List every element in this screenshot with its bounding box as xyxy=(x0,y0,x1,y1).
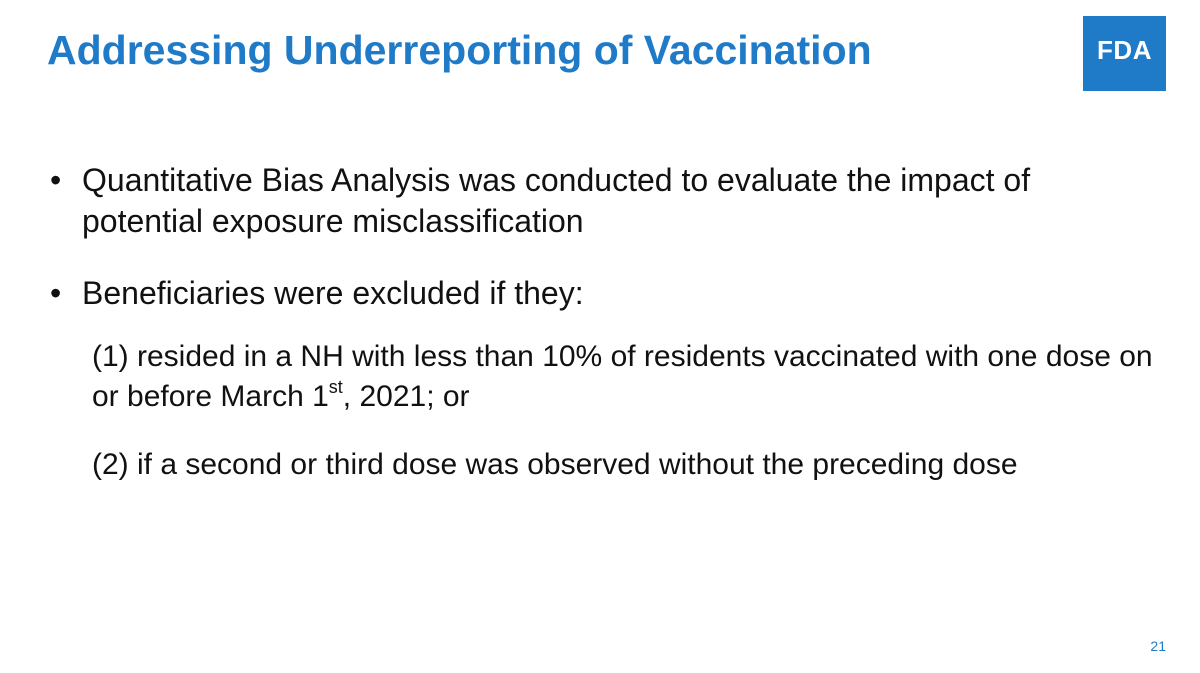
fda-logo xyxy=(1083,16,1166,91)
bullet-text: Quantitative Bias Analysis was conducted to evaluate the impact of potential exposure misclassification xyxy=(82,162,1031,239)
bullet-marker: • xyxy=(50,162,62,198)
sub-item-text-end: , 2021; or xyxy=(342,380,470,413)
page-number: 21 xyxy=(1150,638,1166,654)
sub-item-text: (2) if a second or third dose was observed without the preceding dose xyxy=(92,448,1018,481)
sub-item xyxy=(92,445,1172,485)
fda-logo-text: FDA xyxy=(1097,35,1152,65)
slide-title: Addressing Underreporting of Vaccination xyxy=(47,27,872,73)
superscript: st xyxy=(328,377,343,397)
bullet-text: Beneficiaries were excluded if they: xyxy=(82,275,584,311)
sub-item xyxy=(92,337,1172,417)
sub-item-text: (1) resided in a NH with less than 10% of residents vaccinated with one dose on or before March 1 xyxy=(92,340,1153,413)
bullet-marker: • xyxy=(50,275,62,311)
